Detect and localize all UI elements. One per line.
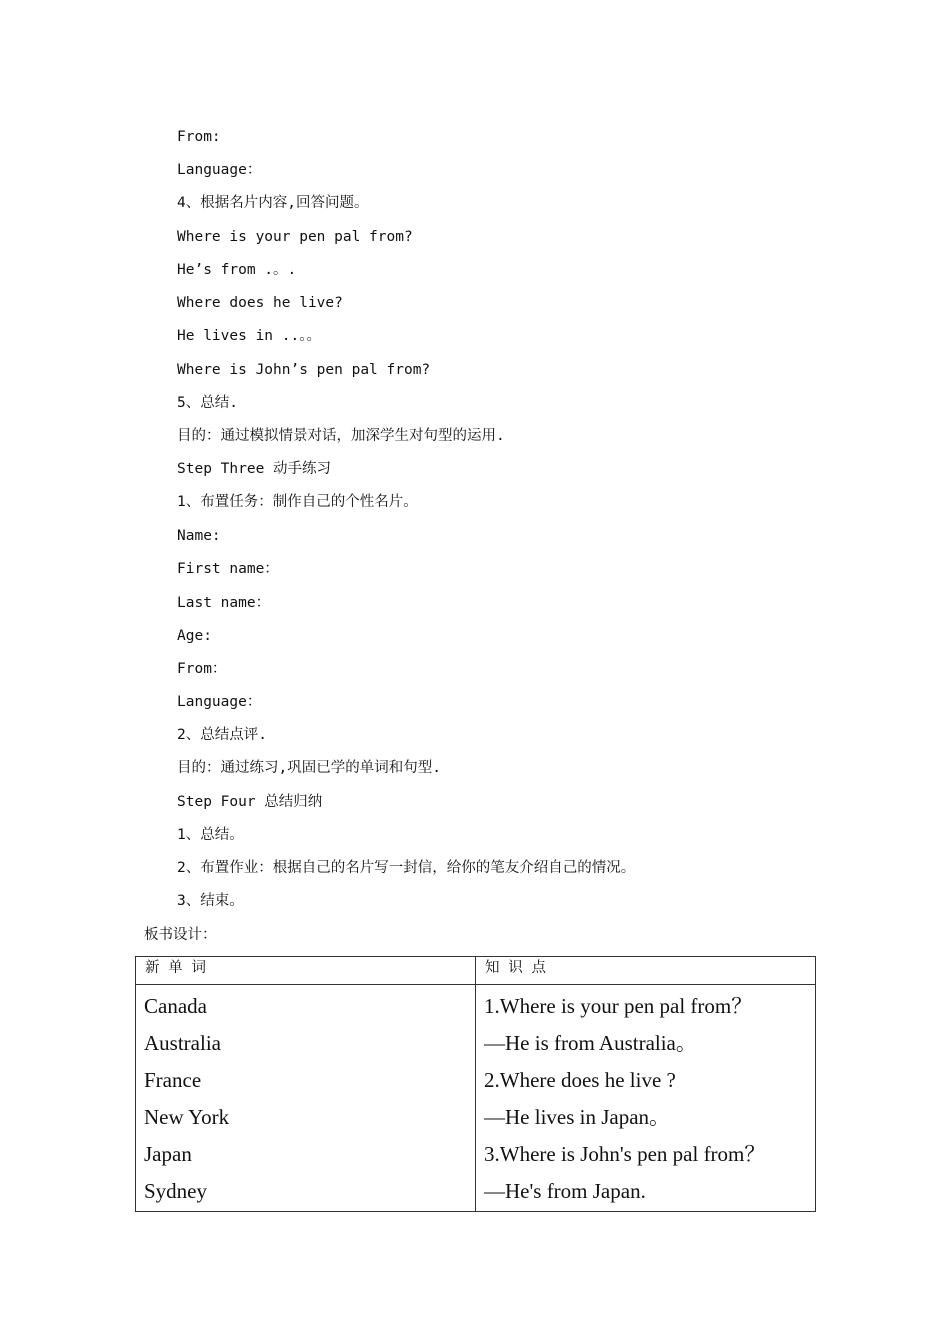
word-item: Canada [144, 994, 207, 1018]
text-line: 3、结束。 [177, 893, 244, 909]
word-item: Australia [144, 1031, 221, 1055]
board-design-table [135, 956, 816, 1212]
text-line: Where is your pen pal from? [177, 229, 413, 245]
point-item: —He's from Japan. [484, 1179, 646, 1203]
text-line: Language： [177, 162, 262, 178]
point-item: 3.Where is John's pen pal from？ [484, 1142, 766, 1166]
word-item: Japan [144, 1142, 192, 1166]
text-line: Last name： [177, 595, 271, 611]
text-line: Where is John’s pen pal from? [177, 362, 431, 378]
text-line: 目的：通过练习,巩固已学的单词和句型. [177, 760, 441, 776]
board-design-caption: 板书设计： [144, 927, 217, 943]
text-line: Step Three 动手练习 [177, 461, 332, 477]
text-line: He lives in ..。。 [177, 328, 321, 344]
text-line: Language： [177, 694, 262, 710]
text-line: 2、布置作业：根据自己的名片写一封信，给你的笔友介绍自己的情况。 [177, 860, 636, 876]
text-line: Step Four 总结归纳 [177, 794, 323, 810]
text-line: 1、总结。 [177, 827, 244, 843]
word-item: Sydney [144, 1179, 207, 1203]
text-line: 1、布置任务：制作自己的个性名片。 [177, 494, 418, 510]
text-line: First name： [177, 561, 279, 577]
header-key-points: 知 识 点 [476, 957, 816, 985]
text-line: 目的：通过模拟情景对话，加深学生对句型的运用. [177, 428, 505, 444]
text-line: 4、根据名片内容,回答问题。 [177, 195, 369, 211]
text-line: From: [177, 129, 221, 145]
point-item: 1.Where is your pen pal from？ [484, 994, 753, 1018]
text-line: He’s from .。. [177, 262, 297, 278]
text-line: 5、总结. [177, 395, 238, 411]
text-line: Age: [177, 628, 212, 644]
point-item: —He lives in Japan。 [484, 1105, 671, 1129]
words-cell [136, 985, 476, 1212]
text-line: 2、总结点评. [177, 727, 267, 743]
word-item: France [144, 1068, 202, 1092]
table-header-row [136, 957, 816, 985]
points-cell [476, 985, 816, 1212]
text-line: From： [177, 661, 227, 677]
point-item: —He is from Australia。 [484, 1031, 697, 1055]
header-new-words: 新 单 词 [136, 957, 476, 985]
point-item: 2.Where does he live ? [484, 1068, 676, 1092]
table-row [136, 985, 816, 1212]
text-line: Name: [177, 528, 221, 544]
word-item: New York [144, 1105, 230, 1129]
text-line: Where does he live? [177, 295, 343, 311]
